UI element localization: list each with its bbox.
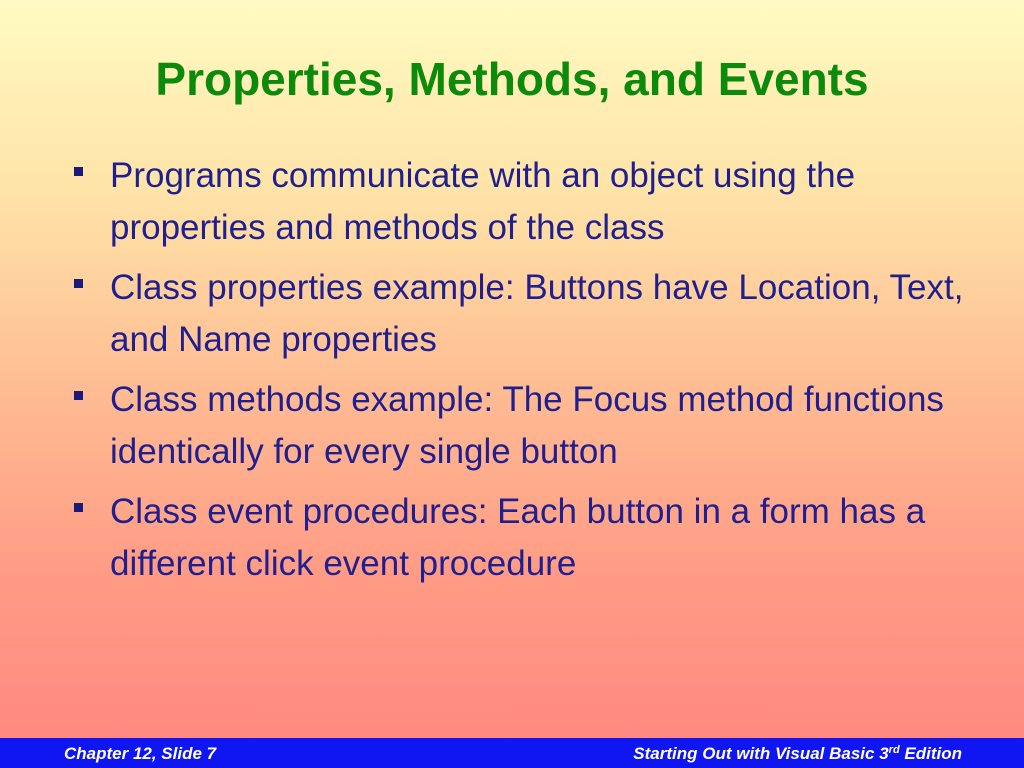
bullet-item	[72, 374, 972, 478]
bullet-text: Class event procedures: Each button in a form has a different click event procedure	[110, 492, 926, 583]
footer-book-title-main: Starting Out with Visual Basic 3	[633, 744, 889, 763]
bullet-item	[72, 486, 972, 590]
bullet-text: Programs communicate with an object using the properties and methods of the class	[110, 156, 856, 247]
bullet-list	[72, 150, 972, 598]
footer-bar	[0, 738, 1024, 768]
bullet-item	[72, 150, 972, 254]
footer-book-title-superscript: rd	[888, 744, 900, 756]
slide-title: Properties, Methods, and Events	[155, 53, 869, 105]
square-bullet-icon	[74, 391, 83, 400]
square-bullet-icon	[74, 503, 83, 512]
bullet-text: Class methods example: The Focus method functions identically for every single button	[110, 380, 944, 471]
square-bullet-icon	[74, 167, 83, 176]
bullet-item	[72, 262, 972, 366]
footer-book-title	[633, 744, 962, 766]
square-bullet-icon	[74, 279, 83, 288]
footer-chapter-label: Chapter 12, Slide 7	[64, 744, 217, 763]
footer-book-title-end: Edition	[899, 744, 962, 763]
bullet-text: Class properties example: Buttons have Location, Text, and Name properties	[110, 268, 964, 359]
